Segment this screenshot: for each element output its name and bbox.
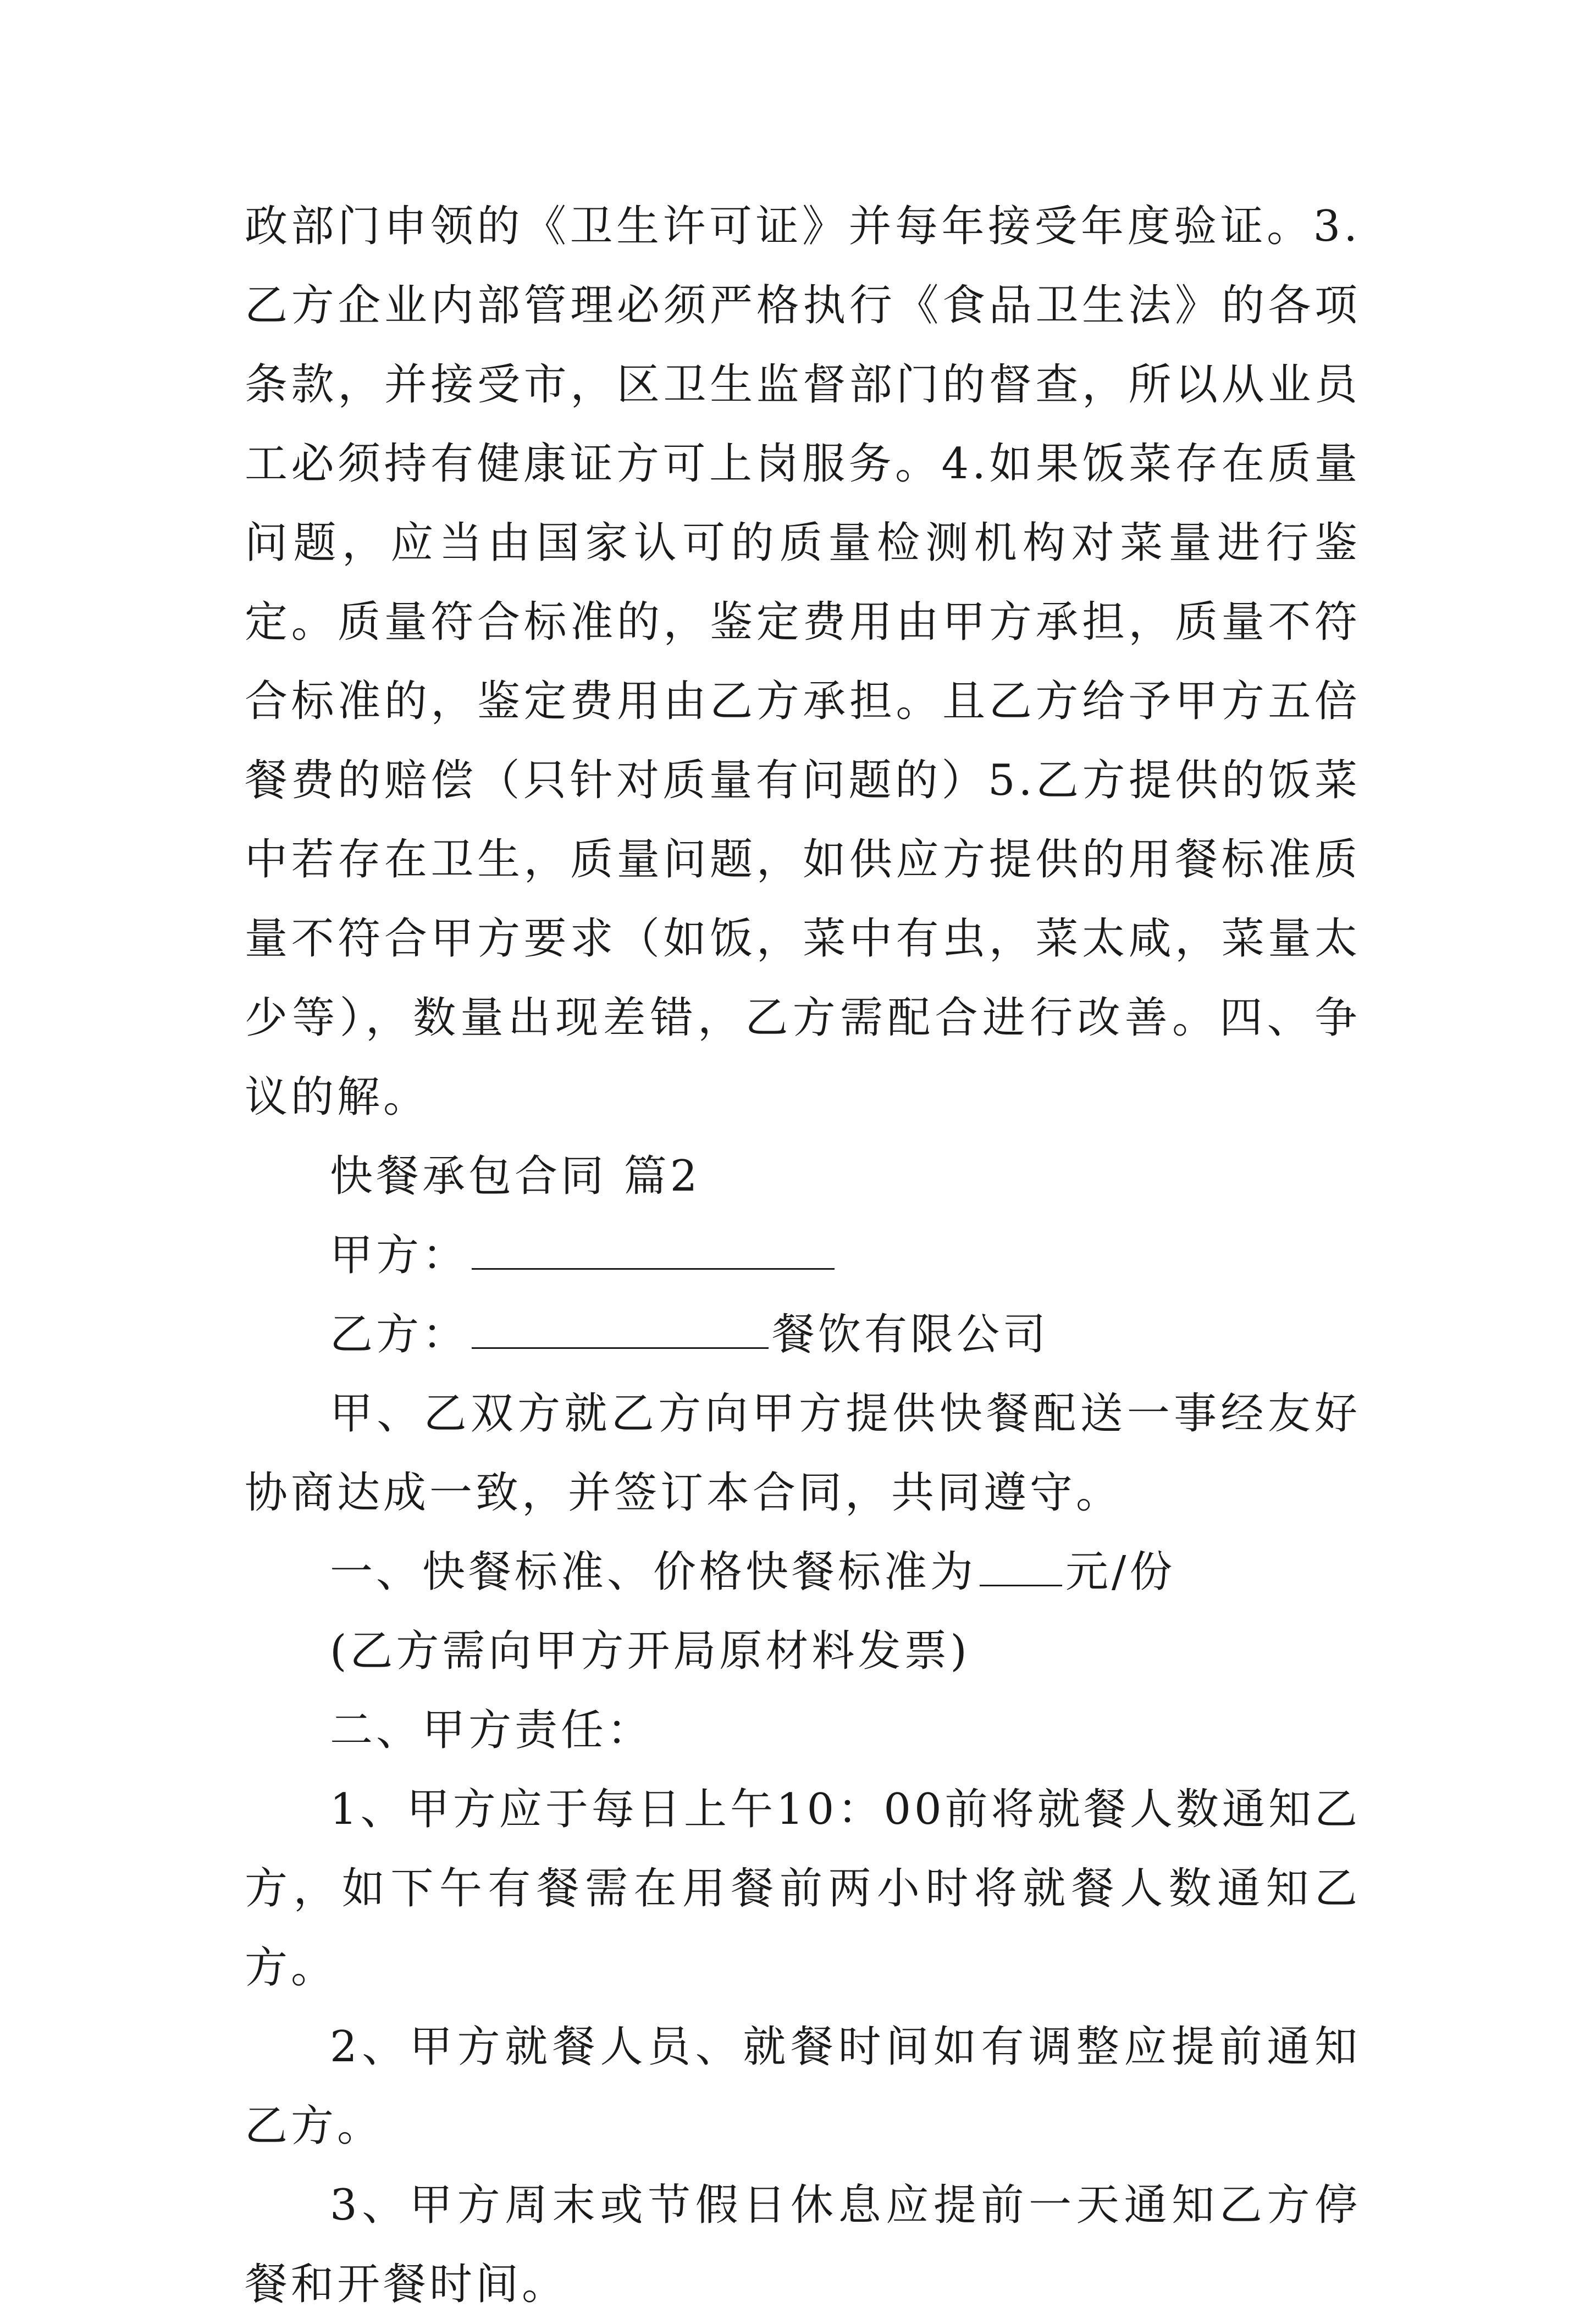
document-body [245,187,1361,2324]
party-b-suffix: 餐饮有限公司 [772,1310,1049,1359]
item1-line [245,1532,1361,1612]
party-a-label: 甲方： [330,1231,469,1280]
item1-suffix: 元/份 [1065,1547,1176,1597]
paragraph-continued-clauses: 政部门申领的《卫生许可证》并每年接受年度验证。3.乙方企业内部管理必须严格执行《食品卫生法》的各项条款，并接受市，区卫生监督部门的督查，所以从业员工必须持有健康证方可上岗服务。4.如果饭菜存在质量问题，应当由国家认可的质量检测机构对菜量进行鉴定。质量符合标准的，鉴定费用由甲方承担，质量不符合标准的，鉴定费用由乙方承担。且乙方给予甲方五倍餐费的赔偿（只针对质量有问题的）5.乙方提供的饭菜中若存在卫生，质量问题，如供应方提供的用餐标准质量不符合甲方要求（如饭，菜中有虫，菜太咸，菜量太少等），数量出现差错，乙方需配合进行改善。四、争议的解。 [245,202,1361,1122]
item1-note: (乙方需向甲方开局原材料发票) [330,1626,970,1676]
party-a-blank [472,1234,835,1270]
party-b-label: 乙方： [330,1310,469,1359]
item1-prefix: 一、快餐标准、价格快餐标准为 [330,1547,977,1597]
party-b-blank [472,1313,769,1349]
clause-3: 3、甲方周末或节假日休息应提前一天通知乙方停餐和开餐时间。 [245,2181,1361,2309]
intro-paragraph: 甲、乙双方就乙方向甲方提供快餐配送一事经友好协商达成一致，并签订本合同，共同遵守。 [245,1389,1361,1518]
party-a-line [245,1216,1361,1295]
clause-2: 2、甲方就餐人员、就餐时间如有调整应提前通知乙方。 [245,2022,1361,2151]
party-b-line [245,1295,1361,1374]
section-title: 快餐承包合同 篇2 [330,1152,701,1201]
clause-1: 1、甲方应于每日上午10：00前将就餐人数通知乙方，如下午有餐需在用餐前两小时将就餐人数通知乙方。 [245,1785,1361,1993]
price-blank [980,1551,1062,1586]
item2-title: 二、甲方责任： [330,1706,654,1755]
